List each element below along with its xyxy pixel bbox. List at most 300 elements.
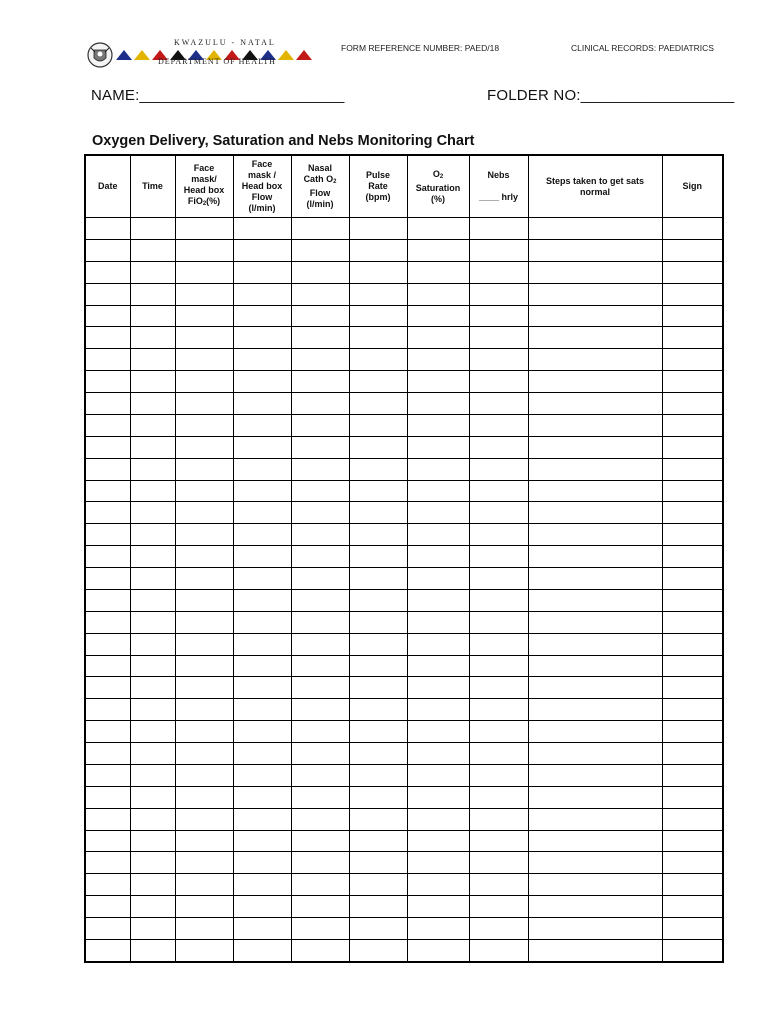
table-cell[interactable] <box>85 546 130 568</box>
table-cell[interactable] <box>407 349 469 371</box>
table-cell[interactable] <box>233 458 291 480</box>
table-cell[interactable] <box>349 633 407 655</box>
table-cell[interactable] <box>291 349 349 371</box>
table-cell[interactable] <box>291 830 349 852</box>
table-cell[interactable] <box>85 283 130 305</box>
table-cell[interactable] <box>291 524 349 546</box>
table-cell[interactable] <box>528 546 662 568</box>
table-cell[interactable] <box>662 458 723 480</box>
table-cell[interactable] <box>233 655 291 677</box>
table-cell[interactable] <box>130 283 175 305</box>
table-cell[interactable] <box>130 764 175 786</box>
table-cell[interactable] <box>175 830 233 852</box>
table-cell[interactable] <box>528 239 662 261</box>
table-cell[interactable] <box>233 918 291 940</box>
table-cell[interactable] <box>175 349 233 371</box>
table-cell[interactable] <box>85 764 130 786</box>
table-cell[interactable] <box>469 568 528 590</box>
table-cell[interactable] <box>349 721 407 743</box>
table-cell[interactable] <box>349 546 407 568</box>
table-cell[interactable] <box>469 655 528 677</box>
table-cell[interactable] <box>528 589 662 611</box>
table-cell[interactable] <box>233 546 291 568</box>
table-cell[interactable] <box>291 786 349 808</box>
table-cell[interactable] <box>469 480 528 502</box>
table-cell[interactable] <box>528 502 662 524</box>
table-cell[interactable] <box>349 502 407 524</box>
table-cell[interactable] <box>407 786 469 808</box>
table-cell[interactable] <box>662 524 723 546</box>
table-cell[interactable] <box>349 239 407 261</box>
table-cell[interactable] <box>175 677 233 699</box>
table-cell[interactable] <box>349 480 407 502</box>
table-cell[interactable] <box>175 699 233 721</box>
table-cell[interactable] <box>291 764 349 786</box>
table-cell[interactable] <box>662 305 723 327</box>
table-cell[interactable] <box>233 589 291 611</box>
table-cell[interactable] <box>469 721 528 743</box>
table-cell[interactable] <box>662 852 723 874</box>
table-cell[interactable] <box>233 349 291 371</box>
table-cell[interactable] <box>469 896 528 918</box>
table-cell[interactable] <box>130 261 175 283</box>
table-cell[interactable] <box>407 589 469 611</box>
table-cell[interactable] <box>233 305 291 327</box>
table-cell[interactable] <box>291 874 349 896</box>
table-cell[interactable] <box>175 611 233 633</box>
table-cell[interactable] <box>291 327 349 349</box>
table-cell[interactable] <box>662 393 723 415</box>
table-cell[interactable] <box>662 918 723 940</box>
table-cell[interactable] <box>130 414 175 436</box>
table-cell[interactable] <box>662 349 723 371</box>
table-cell[interactable] <box>528 764 662 786</box>
table-cell[interactable] <box>233 764 291 786</box>
table-cell[interactable] <box>233 874 291 896</box>
table-cell[interactable] <box>662 721 723 743</box>
table-cell[interactable] <box>175 414 233 436</box>
table-cell[interactable] <box>175 568 233 590</box>
table-cell[interactable] <box>291 852 349 874</box>
table-cell[interactable] <box>349 611 407 633</box>
table-cell[interactable] <box>291 546 349 568</box>
table-cell[interactable] <box>662 655 723 677</box>
table-cell[interactable] <box>528 611 662 633</box>
table-cell[interactable] <box>85 918 130 940</box>
table-cell[interactable] <box>662 371 723 393</box>
table-cell[interactable] <box>291 480 349 502</box>
table-cell[interactable] <box>85 939 130 962</box>
table-cell[interactable] <box>85 786 130 808</box>
table-cell[interactable] <box>130 568 175 590</box>
table-cell[interactable] <box>528 655 662 677</box>
table-cell[interactable] <box>528 414 662 436</box>
table-cell[interactable] <box>291 808 349 830</box>
table-cell[interactable] <box>349 414 407 436</box>
table-cell[interactable] <box>349 655 407 677</box>
table-cell[interactable] <box>528 830 662 852</box>
table-cell[interactable] <box>407 458 469 480</box>
table-cell[interactable] <box>528 874 662 896</box>
table-cell[interactable] <box>349 830 407 852</box>
table-cell[interactable] <box>469 239 528 261</box>
table-cell[interactable] <box>662 611 723 633</box>
table-cell[interactable] <box>349 458 407 480</box>
table-cell[interactable] <box>528 327 662 349</box>
table-cell[interactable] <box>291 502 349 524</box>
table-cell[interactable] <box>85 414 130 436</box>
table-cell[interactable] <box>233 480 291 502</box>
table-cell[interactable] <box>469 327 528 349</box>
table-cell[interactable] <box>175 305 233 327</box>
table-cell[interactable] <box>349 786 407 808</box>
table-cell[interactable] <box>469 743 528 765</box>
table-cell[interactable] <box>349 283 407 305</box>
table-cell[interactable] <box>407 611 469 633</box>
table-cell[interactable] <box>85 458 130 480</box>
table-cell[interactable] <box>175 786 233 808</box>
table-cell[interactable] <box>407 721 469 743</box>
table-cell[interactable] <box>130 371 175 393</box>
table-cell[interactable] <box>662 830 723 852</box>
table-cell[interactable] <box>85 743 130 765</box>
table-cell[interactable] <box>407 874 469 896</box>
table-cell[interactable] <box>175 939 233 962</box>
table-cell[interactable] <box>130 436 175 458</box>
table-cell[interactable] <box>130 480 175 502</box>
table-cell[interactable] <box>233 896 291 918</box>
table-cell[interactable] <box>407 852 469 874</box>
table-cell[interactable] <box>349 764 407 786</box>
table-cell[interactable] <box>175 546 233 568</box>
table-cell[interactable] <box>175 393 233 415</box>
table-cell[interactable] <box>130 524 175 546</box>
table-cell[interactable] <box>407 677 469 699</box>
table-cell[interactable] <box>349 436 407 458</box>
table-cell[interactable] <box>469 699 528 721</box>
table-cell[interactable] <box>175 436 233 458</box>
table-cell[interactable] <box>175 502 233 524</box>
table-cell[interactable] <box>130 896 175 918</box>
table-cell[interactable] <box>175 743 233 765</box>
table-cell[interactable] <box>662 633 723 655</box>
table-cell[interactable] <box>528 677 662 699</box>
table-cell[interactable] <box>469 918 528 940</box>
table-cell[interactable] <box>233 568 291 590</box>
table-cell[interactable] <box>233 393 291 415</box>
table-cell[interactable] <box>407 830 469 852</box>
table-cell[interactable] <box>407 283 469 305</box>
table-cell[interactable] <box>130 786 175 808</box>
table-cell[interactable] <box>233 939 291 962</box>
table-cell[interactable] <box>662 786 723 808</box>
table-cell[interactable] <box>349 874 407 896</box>
table-cell[interactable] <box>85 589 130 611</box>
table-cell[interactable] <box>291 743 349 765</box>
table-cell[interactable] <box>528 524 662 546</box>
table-cell[interactable] <box>469 764 528 786</box>
table-cell[interactable] <box>469 458 528 480</box>
table-cell[interactable] <box>407 743 469 765</box>
table-cell[interactable] <box>407 480 469 502</box>
table-cell[interactable] <box>175 327 233 349</box>
table-cell[interactable] <box>528 939 662 962</box>
table-cell[interactable] <box>349 349 407 371</box>
table-cell[interactable] <box>469 305 528 327</box>
table-cell[interactable] <box>291 218 349 240</box>
table-cell[interactable] <box>291 436 349 458</box>
table-cell[interactable] <box>175 874 233 896</box>
table-cell[interactable] <box>130 699 175 721</box>
table-cell[interactable] <box>407 633 469 655</box>
table-cell[interactable] <box>130 589 175 611</box>
table-cell[interactable] <box>349 743 407 765</box>
table-cell[interactable] <box>469 677 528 699</box>
table-cell[interactable] <box>130 874 175 896</box>
table-cell[interactable] <box>407 699 469 721</box>
table-cell[interactable] <box>528 283 662 305</box>
table-cell[interactable] <box>175 633 233 655</box>
table-cell[interactable] <box>291 721 349 743</box>
table-cell[interactable] <box>85 327 130 349</box>
table-cell[interactable] <box>85 305 130 327</box>
table-cell[interactable] <box>349 852 407 874</box>
table-cell[interactable] <box>175 852 233 874</box>
table-cell[interactable] <box>662 874 723 896</box>
table-cell[interactable] <box>662 808 723 830</box>
table-cell[interactable] <box>130 808 175 830</box>
table-cell[interactable] <box>85 436 130 458</box>
table-cell[interactable] <box>407 502 469 524</box>
table-cell[interactable] <box>349 305 407 327</box>
table-cell[interactable] <box>407 808 469 830</box>
table-cell[interactable] <box>528 393 662 415</box>
table-cell[interactable] <box>407 546 469 568</box>
table-cell[interactable] <box>233 699 291 721</box>
table-cell[interactable] <box>233 261 291 283</box>
table-cell[interactable] <box>291 896 349 918</box>
table-cell[interactable] <box>130 830 175 852</box>
patient-name-field[interactable]: NAME:________________________ <box>91 87 345 104</box>
table-cell[interactable] <box>407 305 469 327</box>
table-cell[interactable] <box>662 436 723 458</box>
table-cell[interactable] <box>662 327 723 349</box>
table-cell[interactable] <box>662 239 723 261</box>
table-cell[interactable] <box>528 349 662 371</box>
table-cell[interactable] <box>233 371 291 393</box>
table-cell[interactable] <box>85 896 130 918</box>
table-cell[interactable] <box>291 589 349 611</box>
table-cell[interactable] <box>662 589 723 611</box>
table-cell[interactable] <box>291 677 349 699</box>
table-cell[interactable] <box>349 677 407 699</box>
table-cell[interactable] <box>469 502 528 524</box>
table-cell[interactable] <box>528 218 662 240</box>
table-cell[interactable] <box>469 546 528 568</box>
table-cell[interactable] <box>662 699 723 721</box>
table-cell[interactable] <box>528 480 662 502</box>
table-cell[interactable] <box>662 502 723 524</box>
table-cell[interactable] <box>85 218 130 240</box>
table-cell[interactable] <box>291 939 349 962</box>
table-cell[interactable] <box>233 743 291 765</box>
table-cell[interactable] <box>349 393 407 415</box>
table-cell[interactable] <box>469 939 528 962</box>
table-cell[interactable] <box>469 371 528 393</box>
table-cell[interactable] <box>291 655 349 677</box>
table-cell[interactable] <box>407 655 469 677</box>
table-cell[interactable] <box>85 611 130 633</box>
table-cell[interactable] <box>407 939 469 962</box>
table-cell[interactable] <box>407 524 469 546</box>
table-cell[interactable] <box>407 896 469 918</box>
table-cell[interactable] <box>233 852 291 874</box>
table-cell[interactable] <box>528 261 662 283</box>
table-cell[interactable] <box>528 699 662 721</box>
table-cell[interactable] <box>528 896 662 918</box>
table-cell[interactable] <box>233 524 291 546</box>
table-cell[interactable] <box>233 327 291 349</box>
table-cell[interactable] <box>528 305 662 327</box>
table-cell[interactable] <box>85 393 130 415</box>
table-cell[interactable] <box>291 611 349 633</box>
table-cell[interactable] <box>662 283 723 305</box>
table-cell[interactable] <box>130 611 175 633</box>
table-cell[interactable] <box>130 721 175 743</box>
table-cell[interactable] <box>469 589 528 611</box>
table-cell[interactable] <box>291 414 349 436</box>
table-cell[interactable] <box>291 283 349 305</box>
table-cell[interactable] <box>349 808 407 830</box>
table-cell[interactable] <box>662 546 723 568</box>
table-cell[interactable] <box>85 830 130 852</box>
table-cell[interactable] <box>85 655 130 677</box>
table-cell[interactable] <box>291 568 349 590</box>
table-cell[interactable] <box>662 261 723 283</box>
table-cell[interactable] <box>85 699 130 721</box>
table-cell[interactable] <box>130 633 175 655</box>
table-cell[interactable] <box>469 786 528 808</box>
table-cell[interactable] <box>349 371 407 393</box>
table-cell[interactable] <box>130 655 175 677</box>
table-cell[interactable] <box>662 414 723 436</box>
table-cell[interactable] <box>528 808 662 830</box>
table-cell[interactable] <box>130 546 175 568</box>
table-cell[interactable] <box>175 808 233 830</box>
table-cell[interactable] <box>175 480 233 502</box>
table-cell[interactable] <box>291 458 349 480</box>
table-cell[interactable] <box>407 568 469 590</box>
table-cell[interactable] <box>130 327 175 349</box>
table-cell[interactable] <box>175 524 233 546</box>
table-cell[interactable] <box>349 568 407 590</box>
table-cell[interactable] <box>469 283 528 305</box>
table-cell[interactable] <box>469 874 528 896</box>
table-cell[interactable] <box>528 852 662 874</box>
table-cell[interactable] <box>407 261 469 283</box>
table-cell[interactable] <box>469 349 528 371</box>
table-cell[interactable] <box>469 633 528 655</box>
table-cell[interactable] <box>407 239 469 261</box>
table-cell[interactable] <box>175 283 233 305</box>
table-cell[interactable] <box>233 218 291 240</box>
table-cell[interactable] <box>349 589 407 611</box>
table-cell[interactable] <box>233 414 291 436</box>
table-cell[interactable] <box>85 480 130 502</box>
table-cell[interactable] <box>175 896 233 918</box>
table-cell[interactable] <box>469 611 528 633</box>
table-cell[interactable] <box>528 786 662 808</box>
table-cell[interactable] <box>130 458 175 480</box>
table-cell[interactable] <box>233 808 291 830</box>
table-cell[interactable] <box>130 239 175 261</box>
table-cell[interactable] <box>407 764 469 786</box>
table-cell[interactable] <box>175 371 233 393</box>
table-cell[interactable] <box>175 655 233 677</box>
table-cell[interactable] <box>349 261 407 283</box>
table-cell[interactable] <box>130 218 175 240</box>
table-cell[interactable] <box>407 393 469 415</box>
table-cell[interactable] <box>291 918 349 940</box>
table-cell[interactable] <box>349 896 407 918</box>
table-cell[interactable] <box>662 896 723 918</box>
table-cell[interactable] <box>85 502 130 524</box>
table-cell[interactable] <box>130 743 175 765</box>
table-cell[interactable] <box>291 699 349 721</box>
table-cell[interactable] <box>469 524 528 546</box>
table-cell[interactable] <box>85 721 130 743</box>
table-cell[interactable] <box>233 721 291 743</box>
table-cell[interactable] <box>528 918 662 940</box>
table-cell[interactable] <box>85 852 130 874</box>
table-cell[interactable] <box>233 502 291 524</box>
table-cell[interactable] <box>662 743 723 765</box>
table-cell[interactable] <box>291 633 349 655</box>
table-cell[interactable] <box>407 414 469 436</box>
table-cell[interactable] <box>469 808 528 830</box>
table-cell[interactable] <box>662 939 723 962</box>
table-cell[interactable] <box>407 327 469 349</box>
table-cell[interactable] <box>233 677 291 699</box>
table-cell[interactable] <box>130 852 175 874</box>
table-cell[interactable] <box>175 918 233 940</box>
table-cell[interactable] <box>349 218 407 240</box>
table-cell[interactable] <box>130 502 175 524</box>
table-cell[interactable] <box>85 371 130 393</box>
table-cell[interactable] <box>85 524 130 546</box>
table-cell[interactable] <box>85 239 130 261</box>
table-cell[interactable] <box>291 305 349 327</box>
table-cell[interactable] <box>85 874 130 896</box>
table-cell[interactable] <box>175 261 233 283</box>
table-cell[interactable] <box>662 480 723 502</box>
table-cell[interactable] <box>233 830 291 852</box>
table-cell[interactable] <box>175 764 233 786</box>
table-cell[interactable] <box>85 677 130 699</box>
table-cell[interactable] <box>407 218 469 240</box>
table-cell[interactable] <box>662 568 723 590</box>
table-cell[interactable] <box>130 349 175 371</box>
table-cell[interactable] <box>469 218 528 240</box>
table-cell[interactable] <box>349 918 407 940</box>
table-cell[interactable] <box>233 611 291 633</box>
table-cell[interactable] <box>469 852 528 874</box>
table-cell[interactable] <box>85 633 130 655</box>
table-cell[interactable] <box>175 239 233 261</box>
table-cell[interactable] <box>407 436 469 458</box>
table-cell[interactable] <box>233 633 291 655</box>
table-cell[interactable] <box>175 218 233 240</box>
